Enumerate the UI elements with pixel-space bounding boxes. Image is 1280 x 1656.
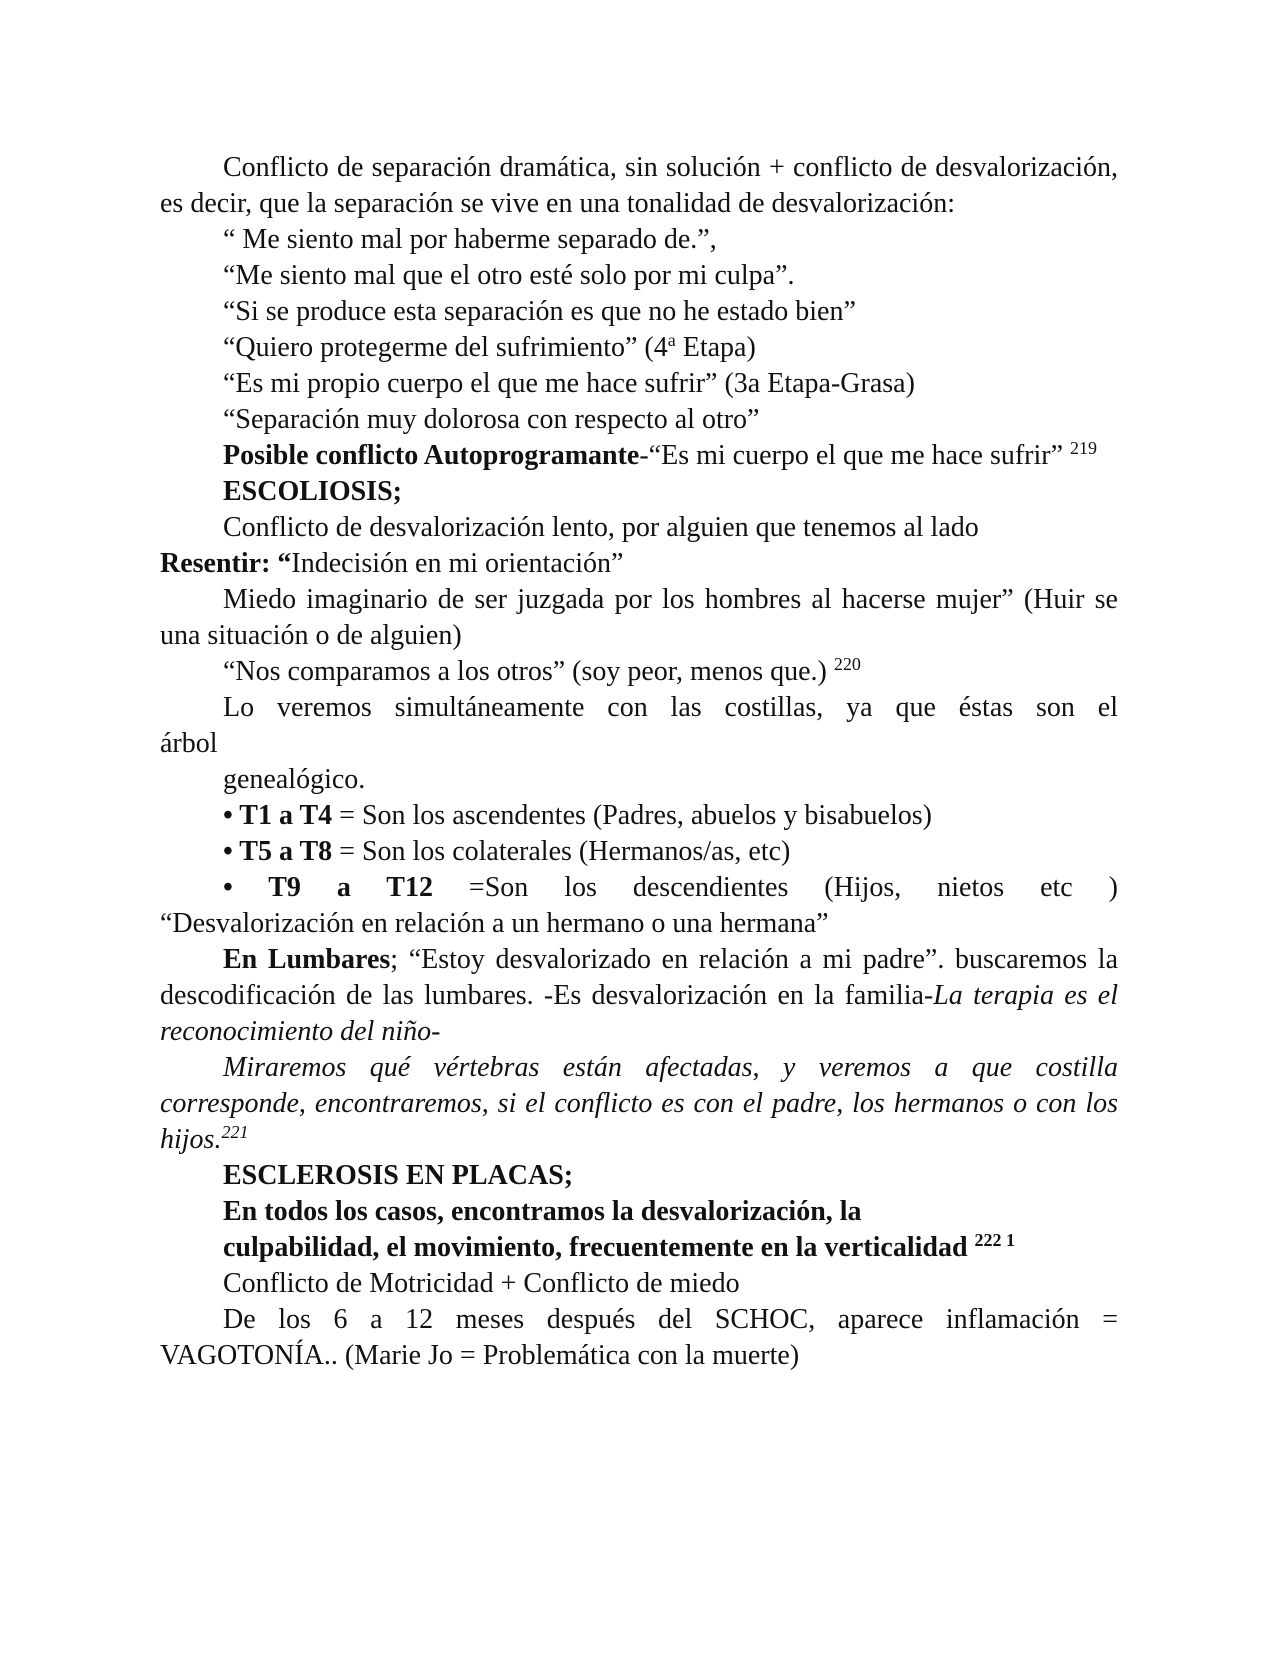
bold-term: Resentir: “ [160,548,292,579]
paragraph-todos-line1 [160,1194,1118,1230]
bold-term: En Lumbares [223,944,391,975]
bold-term: • T5 a T8 [223,836,333,867]
document-page [160,150,1118,1374]
paragraph-conflict-separation: Conflicto de separación dramática, sin solución + conflicto de desvalorización, es decir, que la separación se vive en una tonalidad de desvalorización: [160,152,1118,219]
quote-line: “Es mi propio cuerpo el que me hace sufrir” (3a Etapa-Grasa) [223,368,915,399]
footnote-ref: 221 [221,1122,249,1142]
bold-term: • T9 a T12 [223,872,433,903]
section-title-text: ESCLEROSIS EN PLACAS; [223,1160,574,1191]
bold-text: En todos los casos, encontramos la desvalorización, la [223,1196,862,1227]
quote-line [160,330,1118,366]
quote-line: “ Me siento mal por haberme separado de.”, [223,224,717,255]
bold-text: culpabilidad, el movimiento, frecuentemente en la verticalidad [223,1232,975,1263]
paragraph-meses: De los 6 a 12 meses después del SCHOC, aparece inflamación = VAGOTONÍA.. (Marie Jo = Problemática con la muerte) [160,1304,1118,1371]
paragraph-lumbares [160,942,1118,1050]
list-item-t9-t12 [160,870,1118,906]
paragraph-genealogico: genealógico. [223,764,366,795]
paragraph-resentir [160,546,1118,582]
paragraph-todos-line2 [160,1230,1118,1266]
paragraph-posible-conflicto [160,438,1118,474]
bold-term: • T1 a T4 [223,800,333,831]
body-text: “Nos comparamos a los otros” (soy peor, menos que.) [223,656,834,687]
body-text: = Son los colaterales (Hermanos/as, etc) [332,836,791,867]
ordinal-superscript: a [667,330,676,350]
body-text: =Son los descendientes (Hijos, nietos etc ) [432,872,1118,903]
quote-line: “Si se produce esta separación es que no he estado bien” [223,296,856,327]
paragraph-miraremos [160,1050,1118,1158]
paragraph-hermano: “Desvalorización en relación a un hermano o una hermana” [160,908,829,939]
body-text: -“Es mi cuerpo el que me hace sufrir” [639,440,1071,471]
list-item-t5-t8 [160,834,1118,870]
body-text: ; “Estoy desvalorizado en relación a mi padre”. buscaremos la descodificación de las lumbares. -Es desvalorización en la familia- [160,944,1118,1011]
italic-text: La terapia es el reconocimiento del niño- [160,980,1119,1047]
footnote-ref: 222 1 [974,1230,1016,1250]
paragraph-comparamos [160,654,1118,690]
section-title-text: ESCOLIOSIS; [223,476,402,507]
section-title-esclerosis [160,1158,1118,1194]
list-item-t1-t4 [160,798,1118,834]
footnote-ref: 220 [833,654,861,674]
body-text: = Son los ascendentes (Padres, abuelos y bisabuelos) [332,800,932,831]
quote-line: “Me siento mal que el otro esté solo por mi culpa”. [223,260,795,291]
body-text: Indecisión en mi orientación” [291,548,624,579]
quote-text: “Quiero protegerme del sufrimiento” (4 [223,332,668,363]
paragraph-escoliosis: Conflicto de desvalorización lento, por alguien que tenemos al lado [223,512,979,543]
quote-line: “Separación muy dolorosa con respecto al otro” [223,404,760,435]
quote-text: Etapa) [675,332,756,363]
paragraph-miedo: Miedo imaginario de ser juzgada por los hombres al hacerse mujer” (Huir se una situación o de alguien) [160,584,1118,651]
footnote-ref: 219 [1070,438,1098,458]
paragraph-veremos: Lo veremos simultáneamente con las costillas, ya que éstas son el [223,692,1118,723]
bold-term: Posible conflicto Autoprogramante [223,440,640,471]
italic-text: Miraremos qué vértebras están afectadas, y veremos a que costilla corresponde, encontraremos, si el conflicto es con el padre, los hermanos o con los hijos. [160,1052,1118,1155]
paragraph-veremos-cont: árbol [160,728,218,759]
paragraph-motricidad: Conflicto de Motricidad + Conflicto de miedo [223,1268,740,1299]
section-title-escoliosis [160,474,1118,510]
